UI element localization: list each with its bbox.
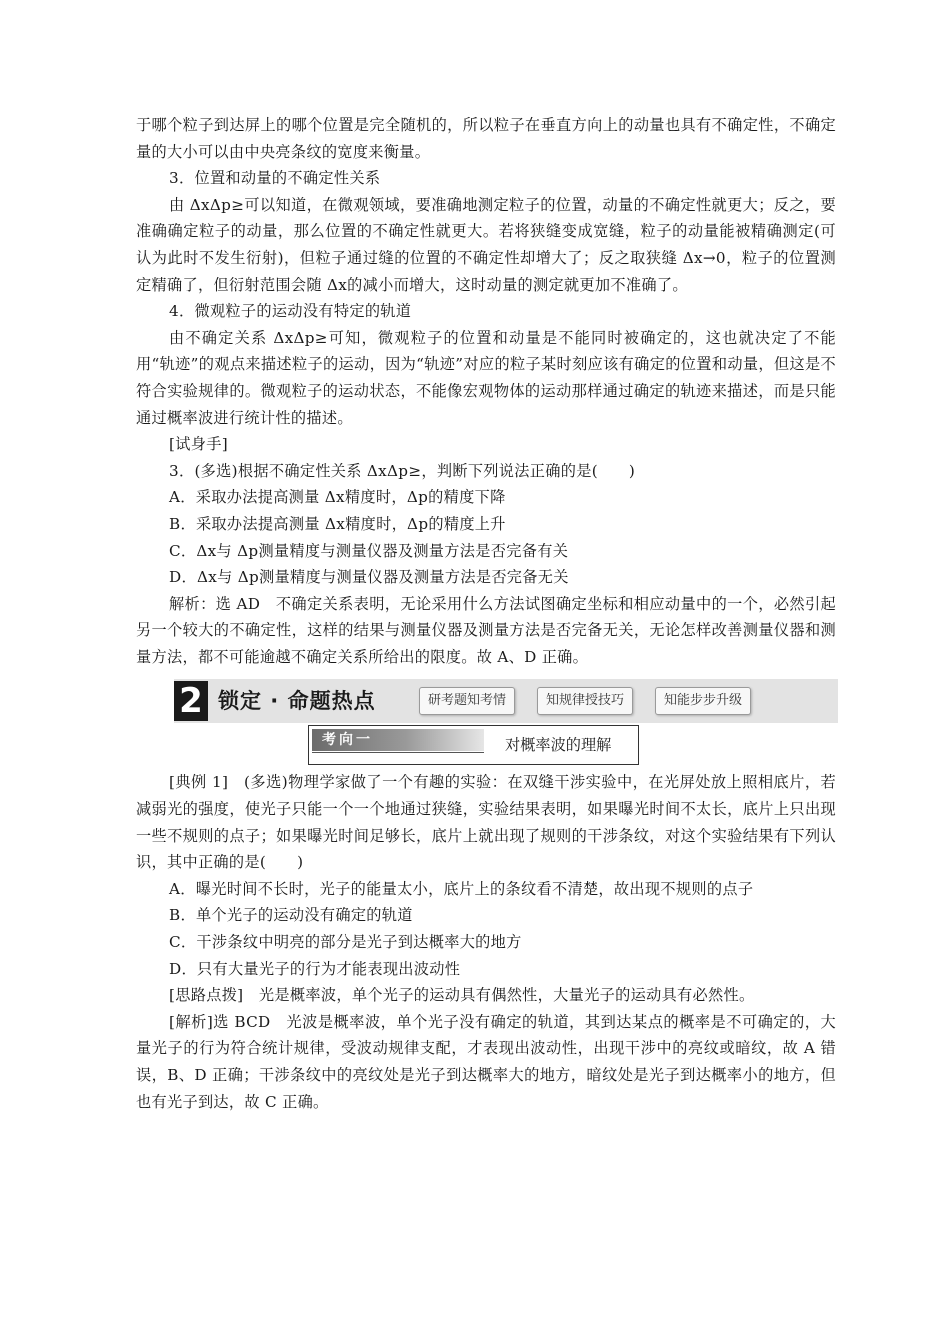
paragraph: 由不确定关系 ΔxΔp≥可知，微观粒子的位置和动量是不能同时被确定的，这也就决定了不能用“轨迹”的观点来描述粒子的运动，因为“轨迹”对应的粒子某时刻应该有确定的位置和动量，但这是不符合实验规律的。微观粒子的运动状态，不能像宏观物体的运动那样通过确定的轨迹来描述，而是只能通过概率波进行统计性的描述。 [136, 328, 836, 427]
topic-box [308, 725, 639, 765]
paragraph: C．Δx与 Δp测量精度与测量仪器及测量方法是否完备有关 [169, 541, 569, 560]
topic-tag-label: 考向一 [322, 732, 373, 749]
paragraph: 解析：选 AD 不确定关系表明，无论采用什么方法试图确定坐标和相应动量中的一个，必然引起另一个较大的不确定性，这样的结果与测量仪器及测量方法是否完备无关，无论怎样改善测量仪器和测量方法，都不可能逾越不确定关系所给出的限度。故 A、D 正确。 [136, 594, 836, 666]
paragraph: 3．位置和动量的不确定性关系 [169, 169, 381, 188]
paragraph: B．采取办法提高测量 Δx精度时，Δp的精度上升 [169, 514, 506, 533]
paragraph: D．只有大量光子的行为才能表现出波动性 [169, 959, 461, 978]
document-page [136, 112, 836, 1115]
topic-tag-underline [312, 752, 484, 753]
banner-title: 锁定 · 命题热点 [218, 689, 376, 714]
bottom-paragraphs [136, 769, 836, 1115]
paragraph: D．Δx与 Δp测量精度与测量仪器及测量方法是否完备无关 [169, 568, 569, 587]
paragraph: A．采取办法提高测量 Δx精度时，Δp的精度下降 [169, 488, 506, 507]
topic-tag [312, 729, 484, 751]
paragraph: B．单个光子的运动没有确定的轨道 [169, 906, 413, 925]
paragraph: 3．(多选)根据不确定性关系 ΔxΔp≥，判断下列说法正确的是( ) [169, 461, 636, 480]
topic-title: 对概率波的理解 [505, 736, 612, 755]
paragraph: [试身手] [169, 435, 228, 454]
banner-button-2[interactable]: 知规律授技巧 [537, 687, 633, 715]
banner-number: 2 [174, 681, 208, 721]
section-banner [174, 679, 838, 723]
paragraph: C．干涉条纹中明亮的部分是光子到达概率大的地方 [169, 933, 522, 952]
paragraph: 4．微观粒子的运动没有特定的轨道 [169, 302, 412, 321]
top-paragraphs [136, 112, 836, 670]
paragraph: 由 ΔxΔp≥可以知道，在微观领域，要准确地测定粒子的位置，动量的不确定性就更大；反之，要准确确定粒子的动量，那么位置的不确定性就更大。若将狭缝变成宽缝，粒子的动量能被精确测定(可认为此时不发生衍射)，但粒子通过缝的位置的不确定性却增大了；反之取狭缝 Δx→0，粒子的位置测定精确了，但衍射范围会随 Δx的减小而增大，这时动量的测定就更加不准确了。 [136, 195, 836, 294]
paragraph: [典例 1] (多选)物理学家做了一个有趣的实验：在双缝干涉实验中，在光屏处放上照相底片，若减弱光的强度，使光子只能一个一个地通过狭缝，实验结果表明，如果曝光时间不太长，底片上只出现一些不规则的点子；如果曝光时间足够长，底片上就出现了规则的干涉条纹，对这个实验结果有下列认识，其中正确的是( ) [136, 773, 836, 872]
banner-button-1[interactable]: 研考题知考情 [419, 687, 515, 715]
banner-button-3[interactable]: 知能步步升级 [655, 687, 751, 715]
paragraph: [解析]选 BCD 光波是概率波，单个光子没有确定的轨道，其到达某点的概率是不可确定的，大量光子的行为符合统计规律，受波动规律支配，才表现出波动性，出现干涉中的亮纹或暗纹，故 A 错误，B、D 正确；干涉条纹中的亮纹处是光子到达概率大的地方，暗纹处是光子到达概率小的地方，但也有光子到达，故 C 正确。 [136, 1012, 836, 1111]
paragraph: 于哪个粒子到达屏上的哪个位置是完全随机的，所以粒子在垂直方向上的动量也具有不确定性，不确定量的大小可以由中央亮条纹的宽度来衡量。 [136, 116, 836, 161]
paragraph: A．曝光时间不长时，光子的能量太小，底片上的条纹看不清楚，故出现不规则的点子 [169, 879, 754, 898]
paragraph: [思路点拨] 光是概率波，单个光子的运动具有偶然性，大量光子的运动具有必然性。 [169, 986, 755, 1005]
